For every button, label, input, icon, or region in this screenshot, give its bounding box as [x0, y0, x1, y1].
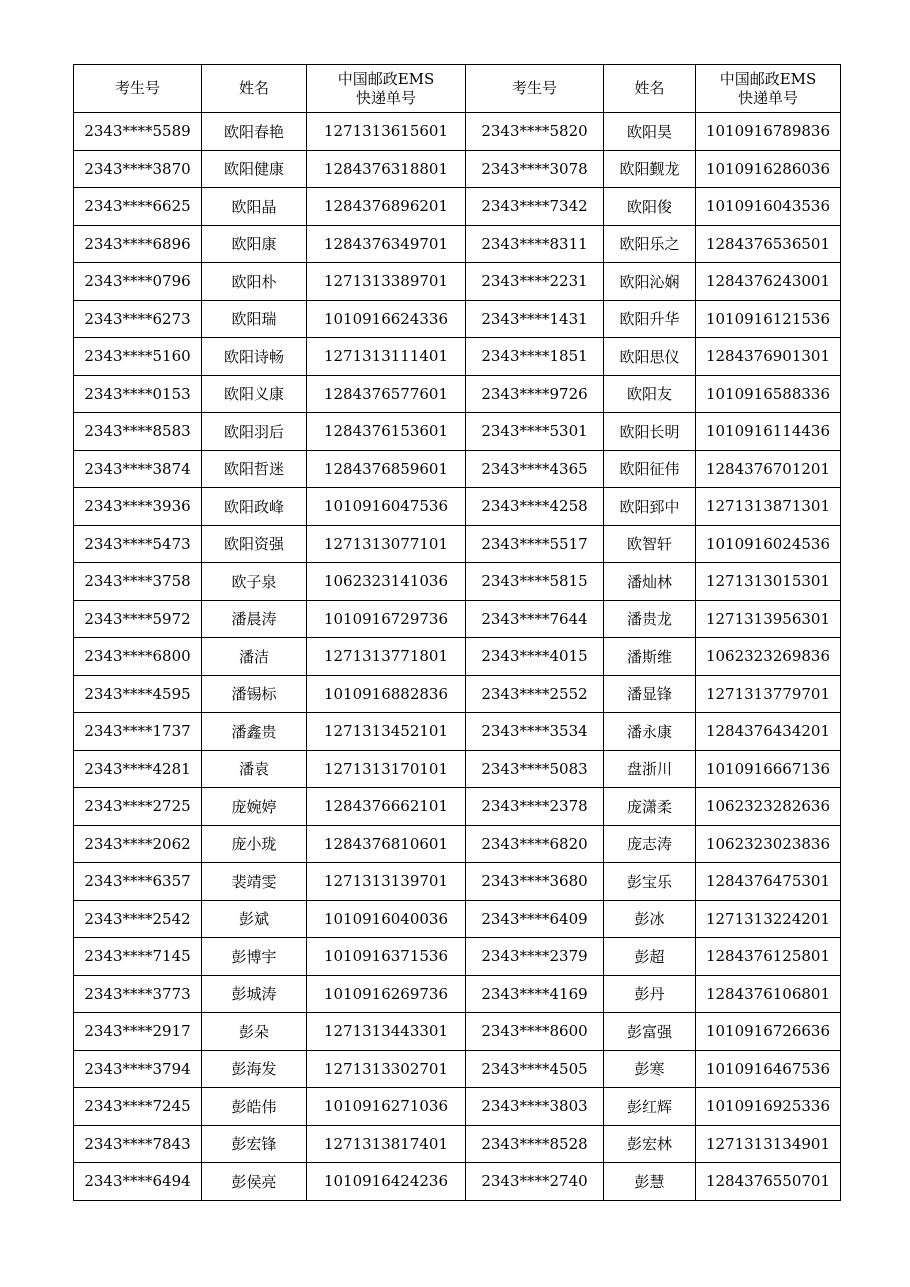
ems-number-right-cell: 1271313871301	[696, 488, 841, 526]
exam-id-right-cell: 2343****5517	[466, 525, 604, 563]
header-exam-id-right: 考生号	[466, 65, 604, 113]
exam-id-left-cell: 2343****2062	[74, 825, 202, 863]
exam-id-left-cell: 2343****8583	[74, 413, 202, 451]
ems-number-left-cell: 1284376859601	[307, 450, 466, 488]
ems-number-right-cell: 1010916043536	[696, 188, 841, 226]
ems-number-left-cell: 1271313077101	[307, 525, 466, 563]
ems-number-left-cell: 1271313443301	[307, 1013, 466, 1051]
exam-id-right-cell: 2343****7644	[466, 600, 604, 638]
ems-number-left-cell: 1010916729736	[307, 600, 466, 638]
header-name-left: 姓名	[202, 65, 307, 113]
ems-number-left-cell: 1010916047536	[307, 488, 466, 526]
name-right-cell: 欧阳长明	[604, 413, 696, 451]
table-row	[74, 263, 841, 301]
exam-id-left-cell: 2343****4595	[74, 675, 202, 713]
exam-id-right-cell: 2343****3534	[466, 713, 604, 751]
ems-number-right-cell: 1284376243001	[696, 263, 841, 301]
ems-number-right-cell: 1010916588336	[696, 375, 841, 413]
name-right-cell: 欧阳郅中	[604, 488, 696, 526]
ems-number-left-cell: 1271313452101	[307, 713, 466, 751]
exam-id-left-cell: 2343****5972	[74, 600, 202, 638]
ems-number-right-cell: 1271313015301	[696, 563, 841, 601]
ems-number-left-cell: 1010916269736	[307, 975, 466, 1013]
table-row	[74, 750, 841, 788]
ems-number-right-cell: 1010916024536	[696, 525, 841, 563]
exam-id-left-cell: 2343****7843	[74, 1125, 202, 1163]
exam-id-right-cell: 2343****4365	[466, 450, 604, 488]
name-right-cell: 欧阳俊	[604, 188, 696, 226]
ems-number-left-cell: 1062323141036	[307, 563, 466, 601]
name-right-cell: 欧阳征伟	[604, 450, 696, 488]
name-left-cell: 潘锡标	[202, 675, 307, 713]
exam-id-left-cell: 2343****1737	[74, 713, 202, 751]
exam-id-right-cell: 2343****9726	[466, 375, 604, 413]
name-left-cell: 欧阳瑞	[202, 300, 307, 338]
ems-number-left-cell: 1010916624336	[307, 300, 466, 338]
name-right-cell: 彭宝乐	[604, 863, 696, 901]
exam-id-right-cell: 2343****6409	[466, 900, 604, 938]
header-ems-line2: 快递单号	[737, 88, 798, 107]
table-row	[74, 113, 841, 151]
name-left-cell: 欧阳羽后	[202, 413, 307, 451]
ems-number-left-cell: 1271313139701	[307, 863, 466, 901]
table-row	[74, 525, 841, 563]
name-right-cell: 盘浙川	[604, 750, 696, 788]
name-left-cell: 潘鑫贵	[202, 713, 307, 751]
student-ems-table	[73, 64, 841, 1201]
name-left-cell: 欧阳春艳	[202, 113, 307, 151]
exam-id-right-cell: 2343****5815	[466, 563, 604, 601]
ems-number-right-cell: 1284376550701	[696, 1163, 841, 1201]
exam-id-right-cell: 2343****4258	[466, 488, 604, 526]
table-row	[74, 600, 841, 638]
ems-number-left-cell: 1010916424236	[307, 1163, 466, 1201]
ems-number-right-cell: 1271313134901	[696, 1125, 841, 1163]
exam-id-right-cell: 2343****8311	[466, 225, 604, 263]
name-left-cell: 欧阳哲迷	[202, 450, 307, 488]
name-left-cell: 潘晨涛	[202, 600, 307, 638]
exam-id-right-cell: 2343****5301	[466, 413, 604, 451]
exam-id-left-cell: 2343****0153	[74, 375, 202, 413]
table-row	[74, 563, 841, 601]
exam-id-left-cell: 2343****5160	[74, 338, 202, 376]
table-row	[74, 338, 841, 376]
name-right-cell: 欧阳友	[604, 375, 696, 413]
exam-id-right-cell: 2343****3803	[466, 1088, 604, 1126]
exam-id-right-cell: 2343****8600	[466, 1013, 604, 1051]
ems-number-left-cell: 1010916040036	[307, 900, 466, 938]
table-row	[74, 375, 841, 413]
exam-id-left-cell: 2343****3794	[74, 1050, 202, 1088]
name-left-cell: 欧阳朴	[202, 263, 307, 301]
exam-id-right-cell: 2343****7342	[466, 188, 604, 226]
name-left-cell: 欧子泉	[202, 563, 307, 601]
table-row	[74, 825, 841, 863]
table-row	[74, 450, 841, 488]
table-row	[74, 413, 841, 451]
header-ems-right	[696, 65, 841, 113]
ems-number-left-cell: 1271313615601	[307, 113, 466, 151]
name-left-cell: 裴靖雯	[202, 863, 307, 901]
ems-number-left-cell: 1284376153601	[307, 413, 466, 451]
ems-number-left-cell: 1010916371536	[307, 938, 466, 976]
name-left-cell: 欧阳义康	[202, 375, 307, 413]
table-row	[74, 1088, 841, 1126]
ems-number-right-cell: 1010916114436	[696, 413, 841, 451]
table-row	[74, 900, 841, 938]
name-right-cell: 彭冰	[604, 900, 696, 938]
ems-number-left-cell: 1271313111401	[307, 338, 466, 376]
header-ems-line2: 快递单号	[355, 88, 416, 107]
ems-number-right-cell: 1010916667136	[696, 750, 841, 788]
ems-number-right-cell: 1010916789836	[696, 113, 841, 151]
ems-number-right-cell: 1271313779701	[696, 675, 841, 713]
exam-id-right-cell: 2343****5820	[466, 113, 604, 151]
name-left-cell: 彭朵	[202, 1013, 307, 1051]
exam-id-right-cell: 2343****4169	[466, 975, 604, 1013]
name-left-cell: 潘洁	[202, 638, 307, 676]
name-left-cell: 欧阳诗畅	[202, 338, 307, 376]
ems-number-right-cell: 1062323282636	[696, 788, 841, 826]
name-right-cell: 庞志涛	[604, 825, 696, 863]
exam-id-right-cell: 2343****2379	[466, 938, 604, 976]
name-right-cell: 彭超	[604, 938, 696, 976]
table-row	[74, 300, 841, 338]
ems-number-left-cell: 1284376318801	[307, 150, 466, 188]
exam-id-left-cell: 2343****3758	[74, 563, 202, 601]
name-right-cell: 庞潇柔	[604, 788, 696, 826]
exam-id-right-cell: 2343****3680	[466, 863, 604, 901]
table-row	[74, 975, 841, 1013]
name-left-cell: 庞小珑	[202, 825, 307, 863]
table-row	[74, 788, 841, 826]
exam-id-right-cell: 2343****8528	[466, 1125, 604, 1163]
name-right-cell: 欧智轩	[604, 525, 696, 563]
header-ems-line1: 中国邮政EMS	[337, 69, 435, 88]
name-left-cell: 彭海发	[202, 1050, 307, 1088]
exam-id-right-cell: 2343****2231	[466, 263, 604, 301]
ems-number-left-cell: 1010916271036	[307, 1088, 466, 1126]
exam-id-right-cell: 2343****1851	[466, 338, 604, 376]
table-row	[74, 1013, 841, 1051]
exam-id-left-cell: 2343****6357	[74, 863, 202, 901]
name-right-cell: 潘永康	[604, 713, 696, 751]
header-ems-line1: 中国邮政EMS	[719, 69, 817, 88]
table-row	[74, 638, 841, 676]
name-right-cell: 欧阳升华	[604, 300, 696, 338]
ems-number-right-cell: 1284376901301	[696, 338, 841, 376]
exam-id-left-cell: 2343****5589	[74, 113, 202, 151]
ems-number-left-cell: 1284376349701	[307, 225, 466, 263]
exam-id-left-cell: 2343****2725	[74, 788, 202, 826]
ems-number-left-cell: 1271313771801	[307, 638, 466, 676]
table-row	[74, 1050, 841, 1088]
ems-number-left-cell: 1284376810601	[307, 825, 466, 863]
exam-id-left-cell: 2343****5473	[74, 525, 202, 563]
ems-number-right-cell: 1284376536501	[696, 225, 841, 263]
name-left-cell: 欧阳晶	[202, 188, 307, 226]
name-left-cell: 欧阳资强	[202, 525, 307, 563]
ems-number-left-cell: 1284376577601	[307, 375, 466, 413]
exam-id-left-cell: 2343****6625	[74, 188, 202, 226]
ems-number-right-cell: 1271313224201	[696, 900, 841, 938]
name-right-cell: 潘贵龙	[604, 600, 696, 638]
table-row	[74, 863, 841, 901]
exam-id-right-cell: 2343****2740	[466, 1163, 604, 1201]
ems-number-right-cell: 1271313956301	[696, 600, 841, 638]
ems-number-left-cell: 1010916882836	[307, 675, 466, 713]
exam-id-left-cell: 2343****7245	[74, 1088, 202, 1126]
exam-id-left-cell: 2343****7145	[74, 938, 202, 976]
ems-number-right-cell: 1010916467536	[696, 1050, 841, 1088]
name-right-cell: 潘显锋	[604, 675, 696, 713]
ems-number-left-cell: 1271313817401	[307, 1125, 466, 1163]
exam-id-right-cell: 2343****4015	[466, 638, 604, 676]
name-right-cell: 潘斯维	[604, 638, 696, 676]
name-left-cell: 欧阳健康	[202, 150, 307, 188]
ems-number-left-cell: 1284376662101	[307, 788, 466, 826]
ems-number-left-cell: 1271313389701	[307, 263, 466, 301]
exam-id-left-cell: 2343****3870	[74, 150, 202, 188]
exam-id-right-cell: 2343****2552	[466, 675, 604, 713]
header-ems-left	[307, 65, 466, 113]
ems-number-left-cell: 1271313170101	[307, 750, 466, 788]
table-row	[74, 675, 841, 713]
name-right-cell: 欧阳乐之	[604, 225, 696, 263]
exam-id-right-cell: 2343****6820	[466, 825, 604, 863]
ems-number-right-cell: 1062323269836	[696, 638, 841, 676]
name-left-cell: 欧阳康	[202, 225, 307, 263]
name-right-cell: 彭宏林	[604, 1125, 696, 1163]
exam-id-left-cell: 2343****3874	[74, 450, 202, 488]
name-left-cell: 欧阳政峰	[202, 488, 307, 526]
exam-id-right-cell: 2343****1431	[466, 300, 604, 338]
table-row	[74, 938, 841, 976]
table-row	[74, 188, 841, 226]
exam-id-right-cell: 2343****5083	[466, 750, 604, 788]
name-left-cell: 潘袁	[202, 750, 307, 788]
header-name-right: 姓名	[604, 65, 696, 113]
ems-number-right-cell: 1284376701201	[696, 450, 841, 488]
exam-id-left-cell: 2343****6273	[74, 300, 202, 338]
ems-number-right-cell: 1010916726636	[696, 1013, 841, 1051]
name-right-cell: 欧阳昊	[604, 113, 696, 151]
exam-id-left-cell: 2343****0796	[74, 263, 202, 301]
name-left-cell: 彭宏锋	[202, 1125, 307, 1163]
name-left-cell: 彭博宇	[202, 938, 307, 976]
exam-id-left-cell: 2343****4281	[74, 750, 202, 788]
exam-id-left-cell: 2343****6800	[74, 638, 202, 676]
ems-number-right-cell: 1284376106801	[696, 975, 841, 1013]
table-body	[74, 113, 841, 1201]
table-row	[74, 1163, 841, 1201]
ems-number-right-cell: 1010916286036	[696, 150, 841, 188]
table-header-row	[74, 65, 841, 113]
name-right-cell: 欧阳沁娴	[604, 263, 696, 301]
name-right-cell: 彭寒	[604, 1050, 696, 1088]
name-right-cell: 彭慧	[604, 1163, 696, 1201]
name-right-cell: 欧阳思仪	[604, 338, 696, 376]
table-row	[74, 488, 841, 526]
ems-number-right-cell: 1010916121536	[696, 300, 841, 338]
ems-number-left-cell: 1271313302701	[307, 1050, 466, 1088]
exam-id-left-cell: 2343****3936	[74, 488, 202, 526]
exam-id-right-cell: 2343****3078	[466, 150, 604, 188]
name-left-cell: 彭城涛	[202, 975, 307, 1013]
exam-id-right-cell: 2343****2378	[466, 788, 604, 826]
table-row	[74, 150, 841, 188]
table-row	[74, 713, 841, 751]
header-exam-id-left: 考生号	[74, 65, 202, 113]
ems-number-left-cell: 1284376896201	[307, 188, 466, 226]
name-right-cell: 彭富强	[604, 1013, 696, 1051]
exam-id-left-cell: 2343****6494	[74, 1163, 202, 1201]
table-row	[74, 1125, 841, 1163]
exam-id-right-cell: 2343****4505	[466, 1050, 604, 1088]
name-left-cell: 彭皓伟	[202, 1088, 307, 1126]
name-left-cell: 彭斌	[202, 900, 307, 938]
exam-id-left-cell: 2343****2917	[74, 1013, 202, 1051]
exam-id-left-cell: 2343****3773	[74, 975, 202, 1013]
name-left-cell: 彭侯亮	[202, 1163, 307, 1201]
table-row	[74, 225, 841, 263]
exam-id-left-cell: 2343****2542	[74, 900, 202, 938]
ems-number-right-cell: 1284376125801	[696, 938, 841, 976]
name-right-cell: 彭红辉	[604, 1088, 696, 1126]
name-right-cell: 欧阳觐龙	[604, 150, 696, 188]
ems-number-right-cell: 1010916925336	[696, 1088, 841, 1126]
name-right-cell: 潘灿林	[604, 563, 696, 601]
ems-number-right-cell: 1284376475301	[696, 863, 841, 901]
name-right-cell: 彭丹	[604, 975, 696, 1013]
ems-number-right-cell: 1284376434201	[696, 713, 841, 751]
exam-id-left-cell: 2343****6896	[74, 225, 202, 263]
ems-number-right-cell: 1062323023836	[696, 825, 841, 863]
name-left-cell: 庞婉婷	[202, 788, 307, 826]
